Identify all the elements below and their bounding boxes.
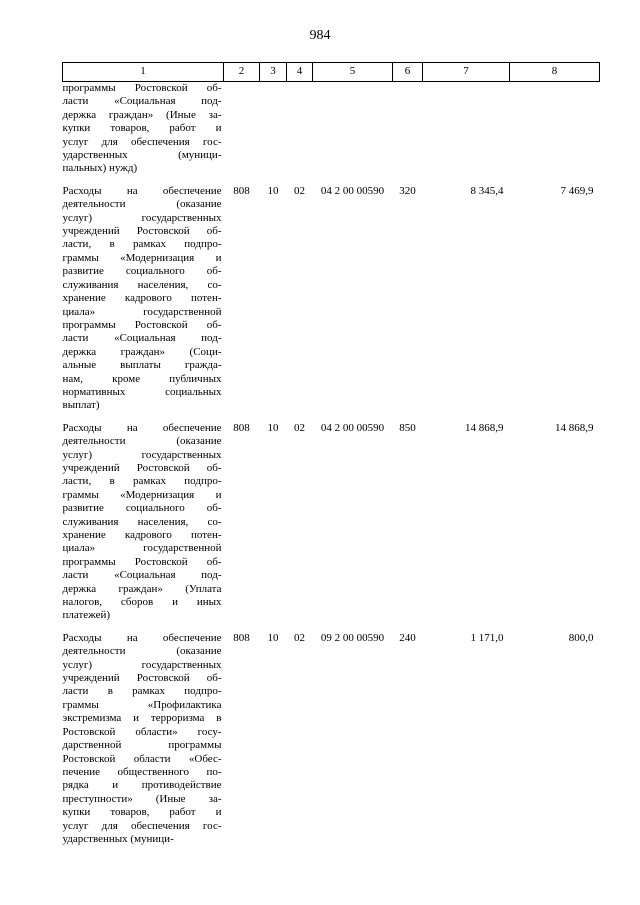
column-header: 2 (224, 63, 260, 82)
amount-year-1: 1 171,0 (470, 631, 504, 644)
description-line: служивания населения, со- (62, 515, 222, 528)
description-line: деятельности (оказание (62, 435, 222, 448)
description-line: ласти «Социальная под- (62, 332, 222, 345)
section-code: 10 (267, 421, 279, 434)
amount-year-1: 14 868,9 (465, 421, 504, 434)
page-number: 984 (309, 28, 331, 43)
expense-type-code: 850 (399, 421, 416, 434)
description-line: хранение кадрового потен- (62, 292, 222, 305)
target-article-code: 09 2 00 00590 (320, 631, 385, 644)
expense-type-code: 320 (399, 184, 416, 197)
description-line: хранение кадрового потен- (62, 529, 222, 541)
amount-year-1 (423, 82, 510, 176)
description-line: учреждений Ростовской об- (62, 461, 222, 474)
ministry-code: 808 (233, 184, 250, 197)
description-line: программы Ростовской об- (62, 318, 222, 331)
description-line: ласти, в рамках подпро- (62, 475, 222, 488)
row-description (63, 82, 224, 176)
amount-year-2 (510, 82, 600, 176)
amount-year-2: 14 868,9 (555, 421, 594, 434)
description-line: программы Ростовской об- (62, 555, 222, 568)
column-header: 4 (287, 63, 313, 82)
section-code (260, 82, 287, 176)
description-line: ударственных (муници- (62, 149, 222, 162)
table-header-row (63, 63, 600, 82)
description-line: программы Ростовской об- (62, 82, 222, 94)
subsection-code: 02 (294, 421, 305, 434)
description-line: нормативных социальных (62, 385, 222, 398)
description-line: купки товаров, работ и (62, 122, 222, 135)
description-line: услуг для обеспечения гос- (62, 819, 222, 832)
budget-table (62, 62, 600, 846)
description-line: альные выплаты гражда- (62, 359, 222, 372)
description-line: выплат) (62, 399, 100, 412)
ministry-code (224, 82, 260, 176)
description-line: платежей) (62, 609, 111, 622)
description-line: граммы «Профилактика (62, 698, 222, 711)
description-line: ударственных (муници- (62, 832, 174, 845)
description-line: циала» государственной (62, 542, 222, 555)
description-line: услуг для обеспечения гос- (62, 135, 222, 148)
description-line: купки товаров, работ и (62, 806, 222, 819)
column-header: 7 (423, 63, 510, 82)
description-line: ласти, в рамках подпро- (62, 238, 222, 251)
description-line: учреждений Ростовской об- (62, 672, 222, 685)
target-article-code: 04 2 00 00590 (320, 421, 385, 434)
description-line: ласти в рамках подпро- (62, 685, 222, 698)
description-line: граммы «Модернизация и (62, 251, 222, 264)
amount-year-2: 800,0 (568, 631, 594, 644)
description-line: ласти «Социальная под- (62, 95, 222, 108)
row-description (63, 413, 224, 623)
amount-year-1: 8 345,4 (470, 184, 504, 197)
column-header: 8 (510, 63, 600, 82)
description-line: дарственной программы (62, 739, 222, 752)
description-line: деятельности (оказание (62, 198, 222, 211)
table-row (63, 176, 600, 413)
description-line: циала» государственной (62, 305, 222, 318)
table-row (63, 623, 600, 847)
target-article-code: 04 2 00 00590 (320, 184, 385, 197)
section-code: 10 (267, 631, 279, 644)
description-line: услуг) государственных (62, 448, 222, 461)
subsection-code (287, 82, 313, 176)
table-row (63, 82, 600, 176)
expense-type-code: 240 (399, 631, 416, 644)
table-row (63, 413, 600, 623)
ministry-code: 808 (233, 631, 250, 644)
description-line: держка граждан» (Уплата (62, 582, 222, 595)
row-description (63, 176, 224, 413)
description-line: рядка и противодействие (62, 779, 222, 792)
section-code: 10 (267, 184, 279, 197)
description-line: развитие социального об- (62, 265, 222, 278)
subsection-code: 02 (294, 631, 305, 644)
column-header: 1 (63, 63, 224, 82)
description-line: учреждений Ростовской об- (62, 225, 222, 238)
description-line: развитие социального об- (62, 502, 222, 515)
description-line: Расходы на обеспечение (62, 421, 222, 434)
description-line: услуг) государственных (62, 658, 222, 671)
subsection-code: 02 (294, 184, 305, 197)
column-header: 5 (313, 63, 393, 82)
column-header: 6 (393, 63, 423, 82)
row-description (63, 623, 224, 847)
description-line: нам, кроме публичных (62, 372, 222, 385)
description-line: Ростовской области «Обес- (62, 752, 222, 765)
description-line: налогов, сборов и иных (62, 596, 222, 609)
description-line: экстремизма и терроризма в (62, 712, 222, 725)
description-line: пальных) нужд) (62, 162, 138, 175)
description-line: деятельности (оказание (62, 645, 222, 658)
description-line: услуг) государственных (62, 211, 222, 224)
ministry-code: 808 (233, 421, 250, 434)
expense-type-code (393, 82, 423, 176)
description-line: Ростовской области» госу- (62, 725, 222, 738)
column-header: 3 (260, 63, 287, 82)
description-line: ласти «Социальная под- (62, 569, 222, 582)
description-line: держка граждан» (Соци- (62, 345, 222, 358)
description-line: Расходы на обеспечение (62, 184, 222, 197)
description-line: служивания населения, со- (62, 278, 222, 291)
description-line: преступности» (Иные за- (62, 792, 222, 805)
amount-year-2: 7 469,9 (560, 184, 594, 197)
target-article-code (313, 82, 393, 176)
description-line: Расходы на обеспечение (62, 631, 222, 644)
description-line: печение общественного по- (62, 765, 222, 778)
description-line: граммы «Модернизация и (62, 488, 222, 501)
description-line: держка граждан» (Иные за- (62, 108, 222, 121)
